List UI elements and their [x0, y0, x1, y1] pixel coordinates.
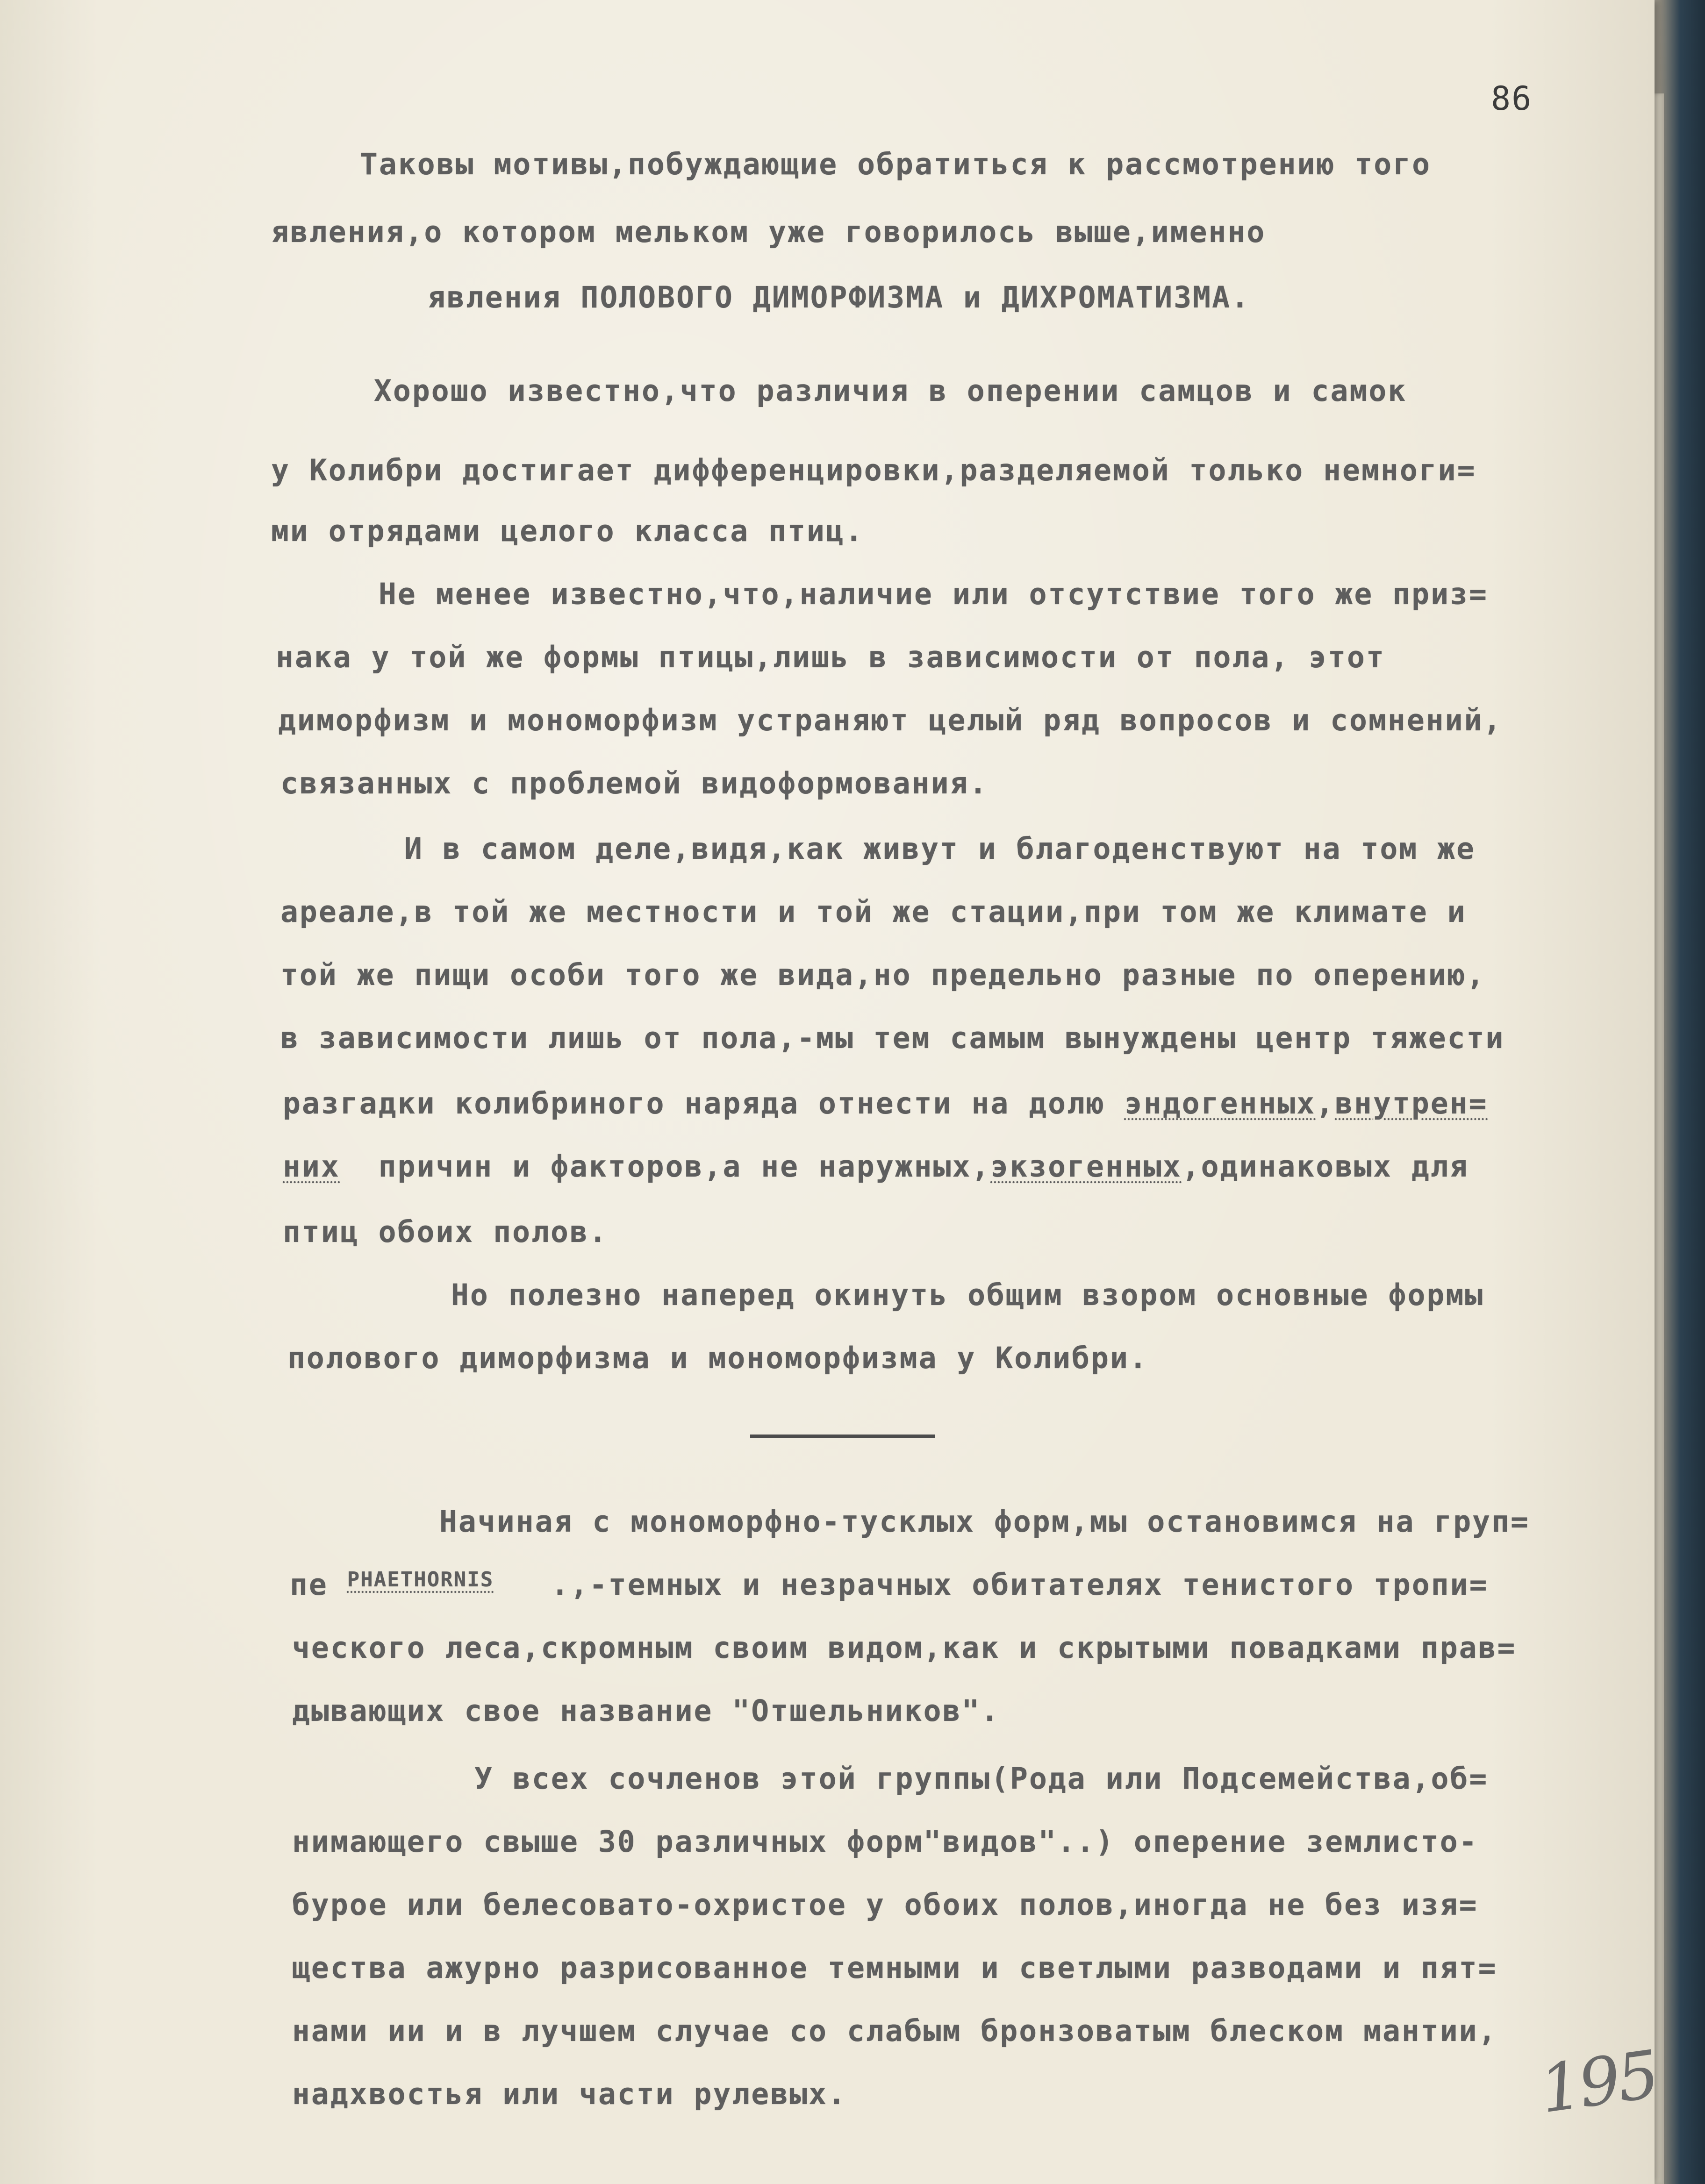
text-line: У всех сочленов этой группы(Рода или Подсемейства,об= [474, 1762, 1489, 1796]
text-line: Но полезно наперед окинуть общим взором основные формы [451, 1278, 1484, 1312]
text-fragment: , [1316, 1086, 1335, 1121]
text-line: ми отрядами целого класса птиц. [271, 514, 864, 548]
text-line: дывающих свое название "Отшельников". [292, 1694, 1000, 1728]
text-line: явления,о котором мельком уже говорилось выше,именно [271, 215, 1266, 249]
underlined-term: внутрен= [1335, 1086, 1488, 1121]
text-fragment: .,-темных и незрачных обитателях тенистого тропи= [494, 1568, 1489, 1602]
text-line: И в самом деле,видя,как живут и благоденствуют на том же [404, 832, 1476, 866]
text-fragment: ,одинаковых для [1182, 1149, 1469, 1184]
text-line: нами ии и в лучшем случае со слабым бронзоватым блеском мантии, [292, 2014, 1497, 2048]
text-fragment: пе [290, 1568, 347, 1602]
text-line: диморфизм и мономорфизм устраняют целый ряд вопросов и сомнений, [278, 703, 1503, 737]
text-fragment: причин и факторов,а не наружных, [340, 1149, 991, 1184]
separator-line [750, 1435, 935, 1438]
text-line: нака у той же формы птицы,лишь в зависимости от пола, этот [276, 640, 1385, 674]
text-line: в зависимости лишь от пола,-мы тем самым вынуждены центр тяжести [280, 1021, 1505, 1055]
text-line: нимающего свыше 30 различных форм"видов"..) оперение землисто- [292, 1825, 1478, 1859]
text-line: щества ажурно разрисованное темными и светлыми разводами и пят= [292, 1951, 1497, 1985]
text-fragment: разгадки колибриного наряда отнести на долю [283, 1086, 1125, 1121]
underlined-term: экзогенных [990, 1149, 1182, 1184]
text-line: Не менее известно,что,наличие или отсутствие того же приз= [379, 577, 1488, 611]
latin-genus-name: PHAETHORNIS [347, 1568, 494, 1592]
underlined-term: эндогенных [1124, 1086, 1316, 1121]
text-line: Таковы мотивы,побуждающие обратиться к рассмотрению того [360, 147, 1432, 181]
text-line: ческого леса,скромным своим видом,как и скрытыми повадками прав= [292, 1631, 1517, 1665]
handwritten-archive-number: 195 [1535, 2036, 1662, 2128]
text-line [290, 1568, 1489, 1602]
text-line: ареале,в той же местности и той же стации,при том же климате и [280, 895, 1467, 929]
text-line: у Колибри достигает дифференцировки,разделяемой только немноги= [271, 453, 1476, 487]
text-line: той же пищи особи того же вида,но предельно разные по оперению, [280, 958, 1486, 992]
text-line: бурое или белесовато-охристое у обоих полов,иногда не без изя= [292, 1888, 1478, 1922]
text-line [283, 1086, 1488, 1121]
text-line: Начиная с мономорфно-тусклых форм,мы остановимся на груп= [439, 1505, 1530, 1539]
text-line: связанных с проблемой видоформования. [280, 766, 989, 800]
text-line: Хорошо известно,что различия в оперении самцов и самок [374, 374, 1407, 408]
section-heading: явления ПОЛОВОГО ДИМОРФИЗМА и ДИХРОМАТИЗМА. [428, 280, 1250, 314]
text-line: полового диморфизма и мономорфизма у Колибри. [287, 1341, 1148, 1375]
page-number: 86 [1491, 79, 1533, 118]
text-line [283, 1149, 1469, 1184]
text-line: надхвостья или части рулевых. [292, 2077, 847, 2111]
underlined-term: них [283, 1149, 340, 1184]
text-line: птиц обоих полов. [283, 1215, 608, 1249]
